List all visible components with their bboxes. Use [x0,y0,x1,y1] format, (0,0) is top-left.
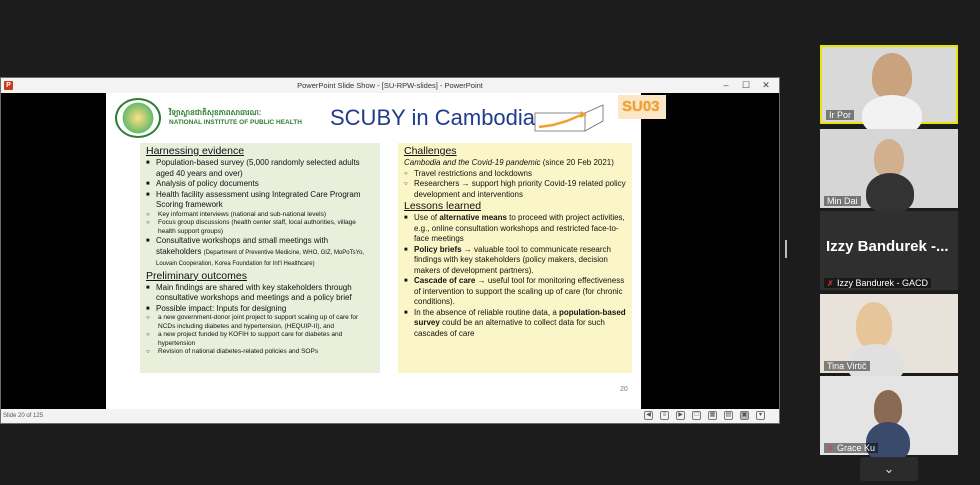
list-item: ■ Consultative workshops and small meetings with stakeholders (Department of Preventive Medicine, WHO, GIZ, MoPoTsYo, Louvain Cooperation, Korea Foundation for Int'l Healthcare) [146,236,374,270]
participant-video [866,422,910,462]
participant-name-row: ✗ Grace Ku [824,443,878,453]
participants-panel [819,43,959,485]
list-item: ■ Health facility assessment using Integrated Care Program Scoring framework [146,190,374,211]
list-item: ■ Analysis of policy documents [146,179,374,190]
reading-view-icon[interactable]: ▤ [725,412,732,418]
list-item: ○ a new government-donor joint project to support scaling up of care for NCDs including diabetes and hypertension, (HEQUIP-II), and [146,314,374,331]
niph-logo [115,98,161,138]
list-item: ■ Policy briefs → valuable tool to communicate research findings with key stakeholders (policy makers, decision makers of development partners). [404,245,626,277]
fit-window-icon[interactable]: ▾ [756,411,765,420]
org-name-khmer: វិទ្យាស្ថានជាតិសុខភាពសាធារណៈ [169,108,262,117]
list-item: ■ Possible impact: Inputs for designing [146,304,374,315]
split-handle[interactable] [785,240,787,258]
challenges-subtitle: Cambodia and the Covid-19 pandemic (since 20 Feb 2021) [404,158,614,167]
powerpoint-icon: P [4,81,13,90]
list-item: ○ Key informant interviews (national and sub-national levels) [146,211,374,220]
menu-icon[interactable]: ≡ [660,411,669,420]
section-heading: Challenges [404,145,457,157]
participant-video [866,173,914,213]
list-item: ○ Travel restrictions and lockdowns [404,169,626,180]
slide-counter: Slide 20 of 125 [3,413,44,419]
participant-name: Ir Por [826,110,854,120]
slide[interactable] [106,93,660,409]
cascade-box-graphic [533,103,605,137]
muted-mic-icon: ✗ [827,444,834,453]
chevron-down-icon[interactable]: ⌄ [860,457,918,481]
list-item: ■ Use of alternative means to proceed with project activities, e.g., online consultation workshops and restricted face-to-face meetings [404,213,626,245]
participant-video [856,302,892,348]
participant-display-name: Izzy Bandurek -... [826,238,949,255]
section-heading: Harnessing evidence [146,145,245,157]
muted-mic-icon: ✗ [827,279,834,288]
list-item: ■ Cascade of care → useful tool for monitoring effectiveness of intervention to support the scaling up of care (for chronic conditions). [404,276,626,308]
section-heading: Lessons learned [404,200,482,212]
participant-name: Min Dai [824,196,861,206]
next-slide-icon[interactable]: ▶ [676,411,685,420]
list-item: ○ Revision of national diabetes-related policies and SOPs [146,348,374,357]
challenges-panel [398,143,632,373]
view-controls [644,411,765,420]
maximize-button[interactable]: ☐ [741,80,751,90]
list-item: ○ a new project funded by KOFIH to support care for diabetes and hypertension [146,331,374,348]
close-button[interactable]: ✕ [762,80,770,90]
window-titlebar [1,78,779,93]
normal-view-icon[interactable]: □ [692,411,701,420]
window-title: PowerPoint Slide Show - [SU-RPW-slides] - PowerPoint [297,81,483,90]
slide-title: SCUBY in Cambodia [330,105,536,130]
participant-video [872,53,912,99]
participant-name-row: ✗ Izzy Bandurek - GACD [824,278,931,288]
list-item: ■ Main findings are shared with key stakeholders through consultative workshops and meetings and a policy brief [146,283,374,304]
slideshow-view-icon[interactable]: ▣ [741,412,748,418]
participant-video [874,139,904,177]
su-badge: SU03 [618,95,666,119]
status-bar [1,409,779,423]
participant-tile[interactable] [820,211,958,290]
evidence-panel [140,143,380,373]
participant-tile[interactable] [820,376,958,455]
minimize-button[interactable]: – [723,80,729,90]
participant-name: Tina Virtič [824,361,870,371]
org-name-english: NATIONAL INSTITUTE OF PUBLIC HEALTH [169,119,302,126]
section-heading: Preliminary outcomes [146,269,247,282]
previous-slide-icon[interactable]: ◀ [644,411,653,420]
slide-sorter-icon[interactable]: ▦ [709,412,716,418]
list-item: ○ Focus group discussions (health center staff, local authorities, village health support groups) [146,219,374,236]
list-item: ■ In the absence of reliable routine data, a population-based survey could be an alternative to collect data for such cascades of care [404,308,626,340]
slide-area [1,93,779,409]
participant-tile[interactable] [820,129,958,208]
powerpoint-window [0,77,780,424]
participant-tile[interactable] [820,294,958,373]
list-item: ○ Researchers → support high priority Covid-19 related policy development and interventions [404,179,626,200]
slide-page-number: 20 [620,386,628,393]
participant-tile[interactable] [820,45,958,124]
list-item: ■ Population-based survey (5,000 randomly selected adults aged 40 years and over) [146,158,374,179]
participant-video [874,390,902,426]
